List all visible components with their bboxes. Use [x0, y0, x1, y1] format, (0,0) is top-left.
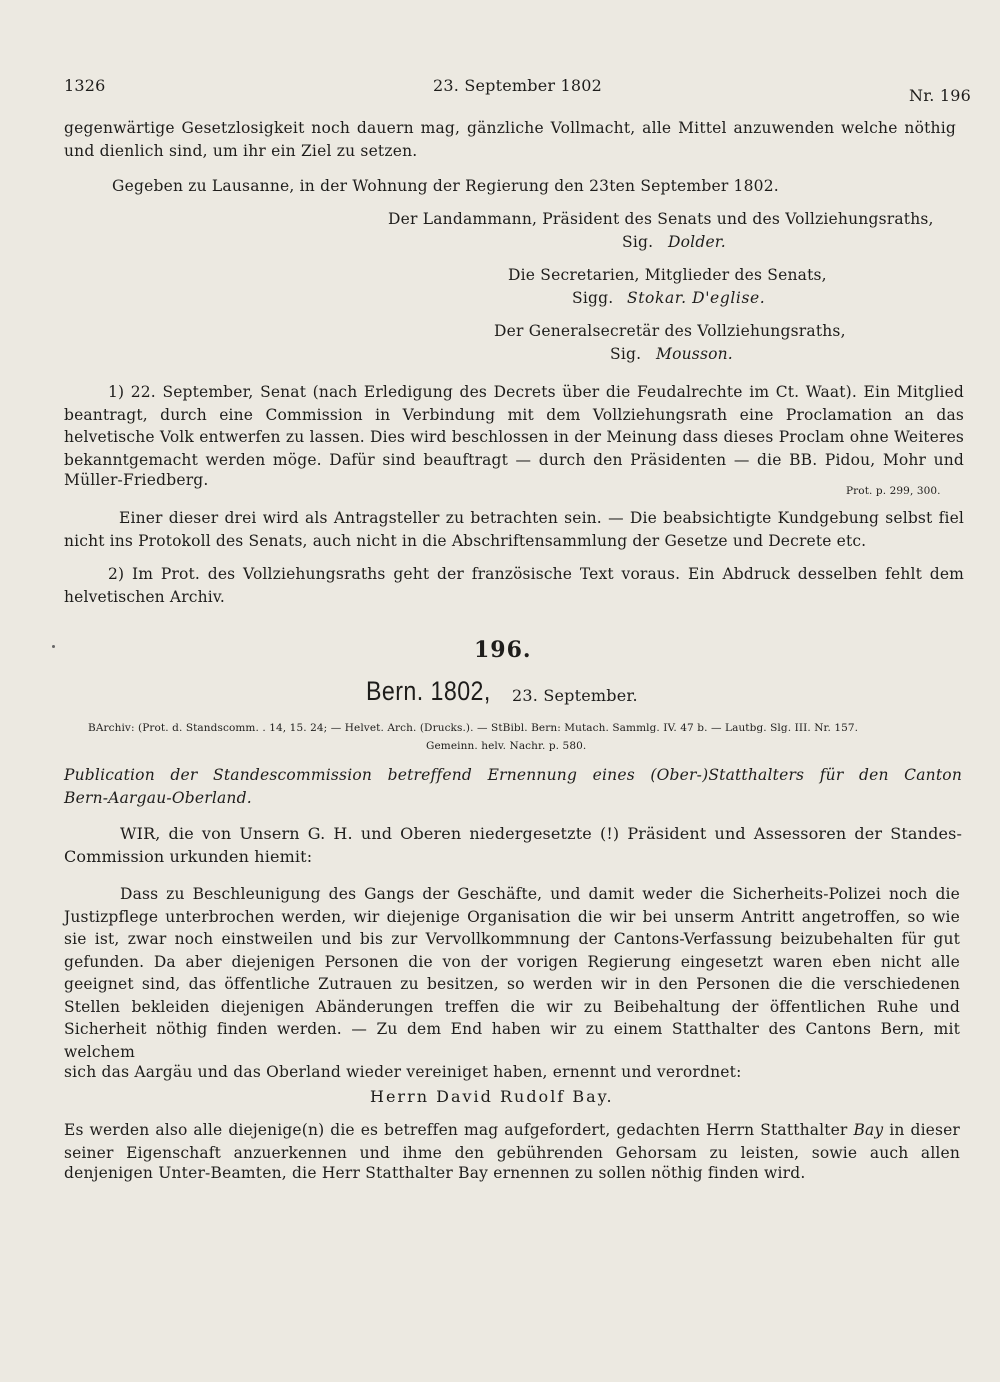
- appointee-name: Herrn David Rudolf Bay.: [370, 1087, 614, 1106]
- signatory-2-names: Stokar. D'eglise.: [627, 289, 766, 307]
- footnote-2: 2) Im Prot. des Vollziehungsraths geht der französische Text voraus. Ein Abdruck desselben fehlt dem helvetischen Archiv.: [64, 565, 964, 606]
- source-citation-line-1: BArchiv: (Prot. d. Standscomm. . 14, 15. 24; — Helvet. Arch. (Drucks.). — StBibl. Bern: Mutach. Sammlg. IV. 47 b. — Lautbg. Slg. III. Nr. 157.: [88, 722, 859, 734]
- wir-intro: WIR, die von Unsern G. H. und Oberen niedergesetzte (!) Präsident und Assessoren der Standes-Commission urkunden hiemit:: [64, 824, 962, 866]
- signatory-1-name: Dolder.: [668, 233, 726, 251]
- signatory-3-abbr: Sig.: [610, 345, 642, 363]
- prev-text-line-2: und dienlich sind, um ihr ein Ziel zu setzen.: [64, 142, 418, 160]
- signatory-1-title: Der Landammann, Präsident des Senats und des Vollziehungsraths,: [388, 210, 934, 228]
- signatory-2-title: Die Secretarien, Mitglieder des Senats,: [508, 266, 827, 284]
- doc-date: 23. September.: [512, 686, 638, 705]
- closing-name-bay: Bay: [853, 1121, 884, 1139]
- footnote-1: 1) 22. September, Senat (nach Erledigung des Decrets über die Feudalrechte im Ct. Waat). Ein Mitglied beantragt, durch eine Commission in Verbindung mit dem Vollziehungsrath eine Proclamation an das helvetische Volk entwerfen zu lassen. Dies wird beschlossen in der Meinung dass dieses Proclam ohne Weiteres bekanntgemacht werden möge. Dafür sind beauftragt — durch den Präsidenten — die BB. Pidou, Mohr und: [64, 383, 964, 469]
- signatory-1-abbr: Sig.: [622, 233, 654, 251]
- prev-text-line-1: gegenwärtige Gesetzlosigkeit noch dauern mag, gänzliche Vollmacht, alle Mittel anzuwenden welche nöthig: [64, 119, 956, 137]
- doc-heading-number: 196.: [474, 637, 532, 663]
- signatory-3-title: Der Generalsecretär des Vollziehungsraths,: [494, 322, 846, 340]
- closing-paragraph: [64, 1119, 960, 1164]
- given-at-line: Gegeben zu Lausanne, in der Wohnung der Regierung den 23ten September 1802.: [112, 177, 779, 195]
- body-paragraph: Dass zu Beschleunigung des Gangs der Geschäfte, und damit weder die Sicherheits-Polizei noch die Justizpflege unterbrochen werden, wir diejenige Organisation die wir bei unserm Antritt angetroffen, so wie sie ist, zwar noch einstweilen und bis zur Vervollkommnung der Cantons-Verfassung beizubehalten für gut gefunden. Da aber diejenigen Personen die von der vorigen Regierung eingesetzt waren eben nicht alle geeignet sind, das öffentliche Zutrauen zu besitzen, so werden wir in den Personen die die verschiedenen Stellen bekleiden diejenigen Abänderungen treffen die wir zu Beibehaltung der öffentlichen Ruhe und Sicherheit nöthig finden werden. — Zu dem End haben wir zu einem Statthalter des Cantons Bern, mit welchem: [64, 885, 960, 1061]
- document-number: Nr. 196: [909, 86, 972, 105]
- page-number: 1326: [64, 76, 106, 95]
- footnote-1-last-line: Müller-Friedberg.: [64, 471, 209, 489]
- signatory-2-abbr: Sigg.: [572, 289, 614, 307]
- closing-text-start: Es werden also alle diejenige(n) die es betreffen mag aufgefordert, gedachten Herrn Statthalter: [64, 1121, 848, 1139]
- signatory-3-name: Mousson.: [656, 345, 733, 363]
- closing-text-end: in dieser seiner Eigenschaft anzuerkennen und ihme den gebührenden Gehorsam zu leisten, sowie auch allen: [64, 1121, 960, 1162]
- source-citation-line-2: Gemeinn. helv. Nachr. p. 580.: [426, 740, 587, 752]
- footnote-1-continuation: Einer dieser drei wird als Antragsteller zu betrachten sein. — Die beabsichtigte Kundgebung selbst fiel nicht ins Protokoll des Senats, auch nicht in die Abschriftensammlung der Gesetze und Decrete etc.: [64, 509, 964, 550]
- footnote-1-reference: Prot. p. 299, 300.: [846, 485, 941, 497]
- margin-speck: [52, 645, 55, 648]
- doc-title-line-2: Bern-Aargau-Oberland.: [64, 789, 252, 807]
- doc-place-year: Bern. 1802,: [366, 676, 491, 706]
- closing-last-line: denjenigen Unter-Beamten, die Herr Statthalter Bay ernennen zu sollen nöthig finden wird.: [64, 1164, 806, 1182]
- running-date: 23. September 1802: [433, 76, 603, 95]
- body-paragraph-last-line: sich das Aargäu und das Oberland wieder vereiniget haben, ernennt und verordnet:: [64, 1063, 742, 1081]
- doc-title-line-1: Publication der Standescommission betreffend Ernennung eines (Ober-)Statthalters für den Canton: [64, 766, 962, 784]
